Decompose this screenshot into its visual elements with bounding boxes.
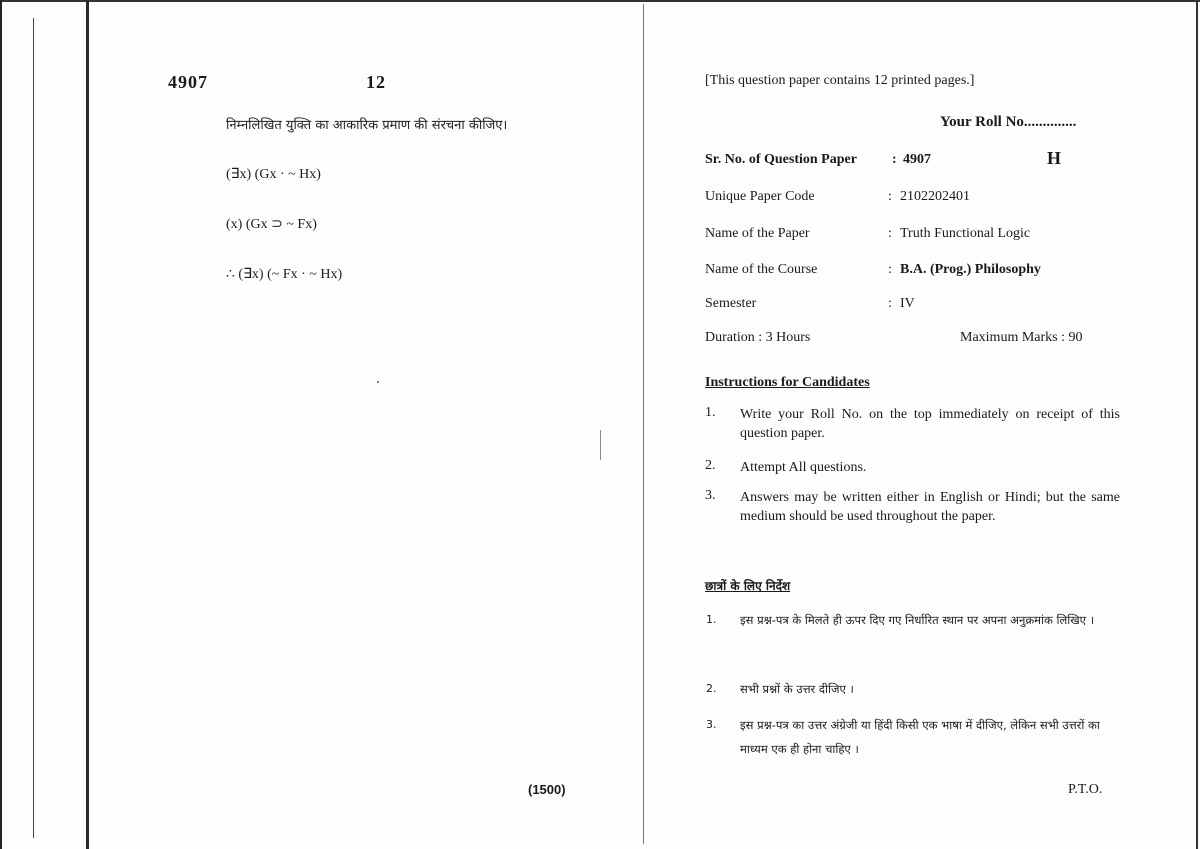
semester-value: IV [900, 296, 915, 311]
sr-no-value: 4907 [903, 152, 931, 167]
roll-number: Your Roll No.............. [940, 114, 1077, 130]
hindi-instruction-item: इस प्रश्न-पत्र के मिलते ही ऊपर दिए गए निर्धारित स्थान पर अपना अनुक्रमांक लिखिए । [740, 613, 1095, 627]
conclusion: ∴ (∃x) (~ Fx · ~ Hx) [226, 267, 343, 282]
speck [377, 381, 379, 383]
course-name-label: Name of the Course [705, 262, 818, 277]
instruction-number: 2. [705, 458, 716, 473]
paper-name-colon: : [888, 226, 892, 241]
set-letter: H [1047, 148, 1062, 168]
paper-name-label: Name of the Paper [705, 226, 810, 241]
print-run-footer: (1500) [528, 782, 566, 797]
sr-no-label: Sr. No. of Question Paper [705, 152, 857, 167]
hindi-instruction-item: सभी प्रश्नों के उत्तर दीजिए । [740, 682, 854, 696]
premise-two: (x) (Gx ⊃ ~ Fx) [226, 217, 317, 232]
upc-label: Unique Paper Code [705, 189, 815, 204]
instruction-item: Answers may be written either in English or Hindi; but the same medium should be used throughout the paper. [740, 490, 1120, 524]
upc-value: 2102202401 [900, 189, 970, 204]
hindi-instruction-number: 1. [706, 613, 717, 626]
instructions-heading: Instructions for Candidates [705, 375, 870, 390]
maximum-marks: Maximum Marks : 90 [960, 330, 1083, 345]
hindi-instruction-number: 3. [706, 718, 717, 731]
sr-no-colon: : [892, 152, 897, 167]
course-name-colon: : [888, 262, 892, 277]
pto-footer: P.T.O. [1068, 782, 1103, 797]
header-note: [This question paper contains 12 printed pages.] [705, 73, 975, 88]
instruction-number: 3. [705, 488, 716, 503]
semester-label: Semester [705, 296, 757, 311]
premise-one: (∃x) (Gx · ~ Hx) [226, 167, 321, 182]
instruction-item: Attempt All questions. [740, 460, 867, 475]
instruction-number: 1. [705, 405, 716, 420]
instruction-item: Write your Roll No. on the top immediately on receipt of this question paper. [740, 407, 1120, 441]
speck [600, 430, 601, 460]
upc-colon: : [888, 189, 892, 204]
course-name-value: B.A. (Prog.) Philosophy [900, 262, 1041, 277]
paper-number: 4907 [168, 72, 208, 92]
hindi-instructions-heading: छात्रों के लिए निर्देश [705, 579, 791, 593]
hindi-instruction-item: इस प्रश्न-पत्र का उत्तर अंग्रेजी या हिंदी किसी एक भाषा में दीजिए, लेकिन सभी उत्तरों का माध्यम एक ही होना चाहिए । [740, 718, 1100, 756]
hindi-instruction-number: 2. [706, 682, 717, 695]
page-number: 12 [366, 72, 386, 92]
paper-name-value: Truth Functional Logic [900, 226, 1031, 241]
hindi-question: निम्नलिखित युक्ति का आकारिक प्रमाण की संरचना कीजिए। [226, 118, 508, 133]
semester-colon: : [888, 296, 892, 311]
duration: Duration : 3 Hours [705, 330, 811, 345]
